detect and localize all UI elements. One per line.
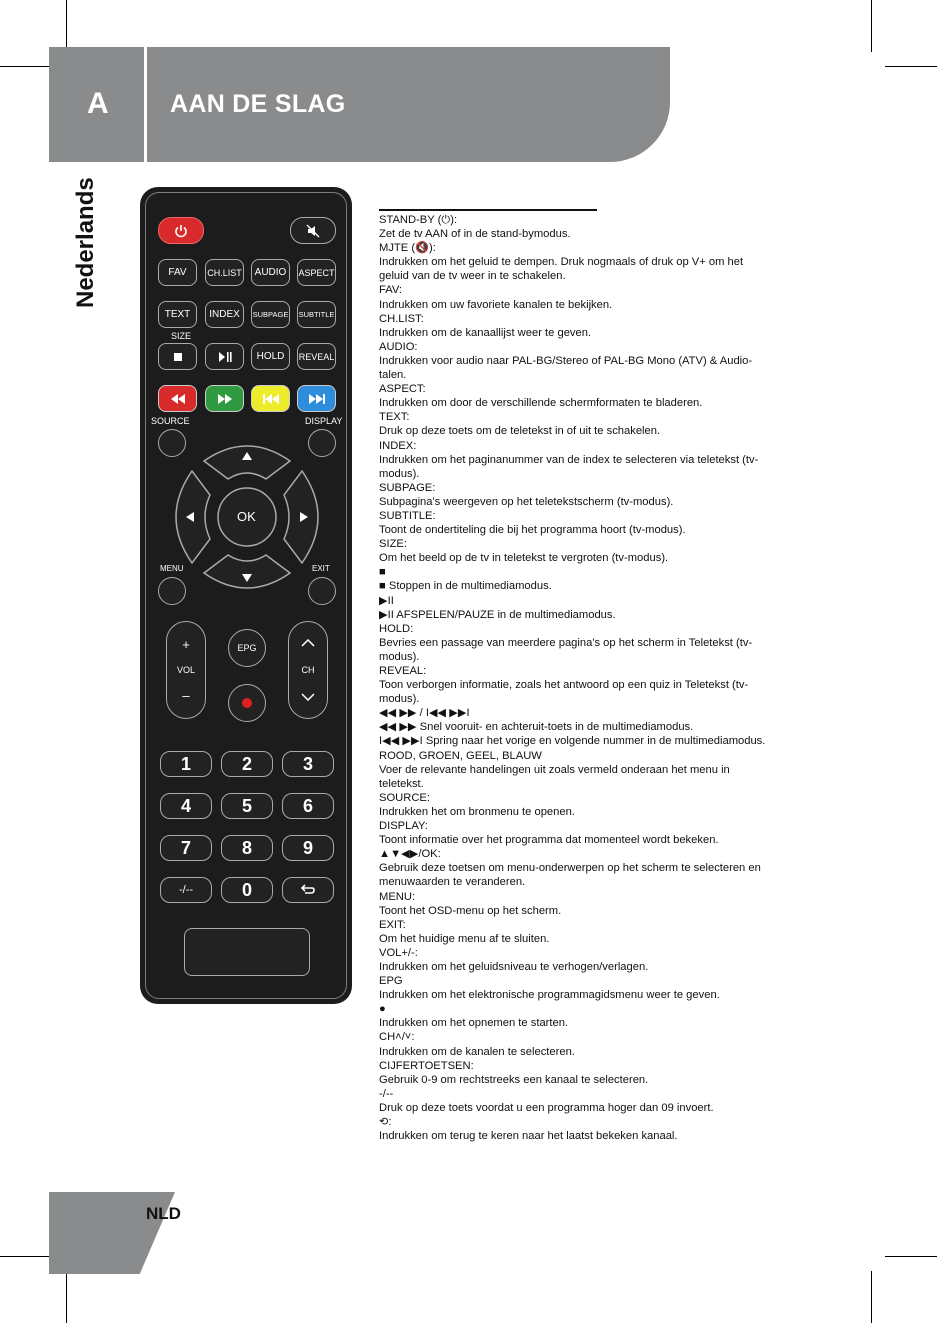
menu-button[interactable] — [158, 577, 186, 605]
aspect-button[interactable]: ASPECT — [297, 259, 336, 286]
digit-8-button[interactable]: 8 — [221, 835, 273, 861]
mute-icon — [306, 224, 320, 238]
exit-label: EXIT — [312, 564, 330, 573]
description-text: Indrukken om het geluid te dempen. Druk nogmaals of druk op V+ om het geluid van de tv weer in te schakelen. — [379, 256, 744, 283]
crop-mark — [0, 1256, 52, 1257]
play-pause-icon — [218, 352, 232, 362]
description-text: Toont informatie over het programma dat momenteel wordt bekeken. — [379, 834, 719, 847]
description-text: Indrukken om het elektronische programmagidsmenu weer te geven. — [379, 989, 720, 1002]
description-heading: REVEAL: — [379, 665, 427, 677]
index-button[interactable]: INDEX — [205, 301, 244, 328]
description-heading: EPG — [379, 975, 403, 988]
description-heading: VOL+/-: — [379, 946, 418, 959]
nav-up-button[interactable] — [204, 446, 290, 479]
digit-6-button[interactable]: 6 — [282, 793, 334, 819]
dash-button[interactable]: -/-- — [160, 877, 212, 903]
description-heading: ● — [379, 1003, 386, 1016]
description-heading: INDEX: — [379, 439, 417, 452]
digit-2-button[interactable]: 2 — [221, 751, 273, 777]
digit-7-button[interactable]: 7 — [160, 835, 212, 861]
description-text: Toont de ondertiteling die bij het programma hoort (tv-modus). — [379, 524, 686, 537]
description-text: Indrukken om het paginanummer van de index te selecteren via teletekst (tv-modus). — [379, 453, 759, 480]
volume-rocker[interactable] — [166, 621, 206, 719]
vol-label: VOL — [176, 664, 195, 675]
description-heading: CH.LIST: — [379, 312, 424, 325]
digit-5-button[interactable]: 5 — [221, 793, 273, 819]
header-divider — [144, 47, 147, 162]
description-heading: ASPECT: — [379, 383, 426, 396]
description-text: Indrukken het om bronmenu te openen. — [379, 805, 575, 818]
mute-button[interactable] — [290, 217, 336, 244]
description-text: Zet de tv AAN of in de stand-bymodus. — [379, 228, 571, 241]
description-text: ■ Stoppen in de multimediamodus. — [379, 580, 552, 593]
description-text: Bevries een passage van meerdere pagina's op het scherm in Teletekst (tv-modus). — [379, 636, 753, 663]
description-text: Druk op deze toets voordat u een programma hoger dan 09 invoert. — [379, 1101, 714, 1114]
description-heading: SUBTITLE: — [379, 509, 436, 522]
digit-3-button[interactable]: 3 — [282, 751, 334, 777]
crop-mark — [885, 1256, 937, 1257]
ok-label: OK — [237, 509, 256, 524]
reveal-button[interactable]: REVEAL — [297, 343, 336, 370]
description-heading: CH˄/˅: — [379, 1031, 415, 1044]
subpage-button[interactable]: SUBPAGE — [251, 301, 290, 328]
description-text: Voer de relevante handelingen uit zoals vermeld onderaan het menu in teletekst. — [379, 763, 730, 790]
description-text: Indrukken om door de verschillende schermformaten te bladeren. — [379, 397, 703, 410]
description-text: Druk op deze toets om de teletekst in of uit te schakelen. — [379, 425, 661, 438]
description-text: Gebruik deze toetsen om menu-onderwerpen op het scherm te selecteren en menuwaarden te veranderen. — [379, 862, 761, 889]
description-heading: STAND-BY (⏻): — [379, 214, 458, 226]
chevron-down-icon[interactable] — [301, 693, 315, 701]
description-text: ◀◀ ▶▶ Snel vooruit- en achteruit-toets in de multimediamodus. — [379, 721, 694, 734]
language-label: Nederlands — [72, 177, 99, 308]
epg-button[interactable]: EPG — [228, 629, 266, 667]
description-heading: MJTE (🔇): — [379, 242, 436, 255]
chevron-up-icon[interactable] — [301, 639, 315, 647]
crop-mark — [0, 66, 52, 67]
description-heading: SIZE: — [379, 538, 407, 551]
description-text: Toont het OSD-menu op het scherm. — [379, 904, 562, 917]
blue-button[interactable] — [297, 385, 336, 412]
menu-label: MENU — [160, 564, 184, 573]
exit-button[interactable] — [308, 577, 336, 605]
description-heading: ■ — [379, 566, 386, 579]
description-text: Indrukken om terug te keren naar het laatst bekeken kanaal. — [379, 1130, 678, 1143]
record-icon — [242, 698, 252, 708]
recall-icon — [300, 884, 316, 896]
next-track-icon — [309, 394, 325, 404]
description-text: Indrukken om het opnemen te starten. — [379, 1017, 569, 1030]
description-heading: ▶II — [379, 594, 394, 607]
description-heading: ROOD, GROEN, GEEL, BLAUW — [379, 749, 542, 762]
description-heading: ◀◀ ▶▶ / I◀◀ ▶▶I — [379, 707, 470, 720]
stop-icon — [174, 353, 182, 361]
description-heading: FAV: — [379, 284, 403, 297]
description-text: Indrukken om de kanaallijst weer te geven. — [379, 326, 592, 339]
description-heading: ▲▼◀▶/OK: — [379, 848, 441, 861]
description-heading: -/-- — [379, 1087, 394, 1100]
description-text: I◀◀ ▶▶I Spring naar het vorige en volgende nummer in de multimediamodus. — [379, 735, 766, 748]
crop-mark — [885, 66, 937, 67]
description-heading: SOURCE: — [379, 791, 430, 804]
description-heading: CIJFERTOETSEN: — [379, 1059, 474, 1072]
green-button[interactable] — [205, 385, 244, 412]
remote-control — [140, 187, 352, 1004]
ir-window — [184, 928, 310, 976]
subtitle-button[interactable]: SUBTITLE — [297, 301, 336, 328]
record-button[interactable] — [228, 684, 266, 722]
source-label: SOURCE — [151, 416, 190, 426]
description-text: Om het beeld op de tv in teletekst te vergroten (tv-modus). — [379, 552, 669, 565]
recall-button[interactable] — [282, 877, 334, 903]
stop-button[interactable] — [158, 343, 197, 370]
digit-1-button[interactable]: 1 — [160, 751, 212, 777]
description-text: ▶II AFSPELEN/PAUZE in de multimediamodus. — [379, 608, 616, 621]
play-pause-button[interactable] — [205, 343, 244, 370]
nav-down-button[interactable] — [204, 555, 290, 588]
description-text: Subpagina's weergeven op het teletekstscherm (tv-modus). — [379, 495, 674, 508]
rewind-icon — [171, 394, 185, 404]
description-text: Indrukken om uw favoriete kanalen te bekijken. — [379, 298, 613, 311]
description-heading: MENU: — [379, 890, 416, 903]
display-label: DISPLAY — [305, 416, 343, 426]
vol-minus[interactable]: – — [182, 688, 190, 704]
language-code: NLD — [146, 1204, 181, 1223]
power-button[interactable] — [158, 217, 204, 244]
description-heading: AUDIO: — [379, 340, 418, 353]
description-text: Indrukken voor audio naar PAL-BG/Stereo of PAL-BG Mono (ATV) & Audio-talen. — [379, 354, 753, 382]
digit-9-button[interactable]: 9 — [282, 835, 334, 861]
digit-4-button[interactable]: 4 — [160, 793, 212, 819]
description-text: Toon verborgen informatie, zoals het antwoord op een quiz in Teletekst (tv-modus). — [379, 679, 749, 706]
size-label: SIZE — [171, 331, 192, 341]
section-header — [49, 47, 670, 162]
description-heading: TEXT: — [379, 411, 410, 424]
hold-button[interactable]: HOLD — [251, 343, 290, 370]
description-heading: DISPLAY: — [379, 820, 428, 833]
digit-0-button[interactable]: 0 — [221, 877, 273, 903]
description-heading: SUBPAGE: — [379, 481, 436, 494]
description-heading: HOLD: — [379, 622, 414, 635]
vol-plus[interactable]: + — [182, 636, 190, 652]
audio-button[interactable]: AUDIO — [251, 259, 290, 286]
description-rule — [379, 209, 597, 211]
fast-forward-icon — [218, 394, 232, 404]
button-descriptions — [379, 213, 769, 1143]
section-letter: A — [87, 87, 109, 120]
red-button[interactable] — [158, 385, 197, 412]
fav-button[interactable]: FAV — [158, 259, 197, 286]
description-heading: EXIT: — [379, 918, 406, 931]
previous-track-icon — [263, 394, 279, 404]
description-list — [379, 213, 769, 1143]
crop-mark — [871, 0, 872, 52]
yellow-button[interactable] — [251, 385, 290, 412]
channel-rocker[interactable] — [288, 621, 328, 719]
text-button[interactable]: TEXT — [158, 301, 197, 328]
chlist-button[interactable]: CH.LIST — [205, 259, 244, 286]
crop-mark — [66, 0, 67, 52]
description-text: Indrukken om de kanalen te selecteren. — [379, 1045, 575, 1058]
section-title: AAN DE SLAG — [170, 90, 346, 118]
power-icon — [174, 224, 188, 238]
description-text: Om het huidige menu af te sluiten. — [379, 932, 550, 945]
ch-label: CH — [301, 665, 315, 675]
description-text: Indrukken om het geluidsniveau te verhogen/verlagen. — [379, 960, 649, 973]
description-heading: ⟲: — [379, 1116, 392, 1128]
crop-mark — [66, 1271, 67, 1323]
description-text: Gebruik 0-9 om rechtstreeks een kanaal te selecteren. — [379, 1073, 649, 1086]
crop-mark — [871, 1271, 872, 1323]
